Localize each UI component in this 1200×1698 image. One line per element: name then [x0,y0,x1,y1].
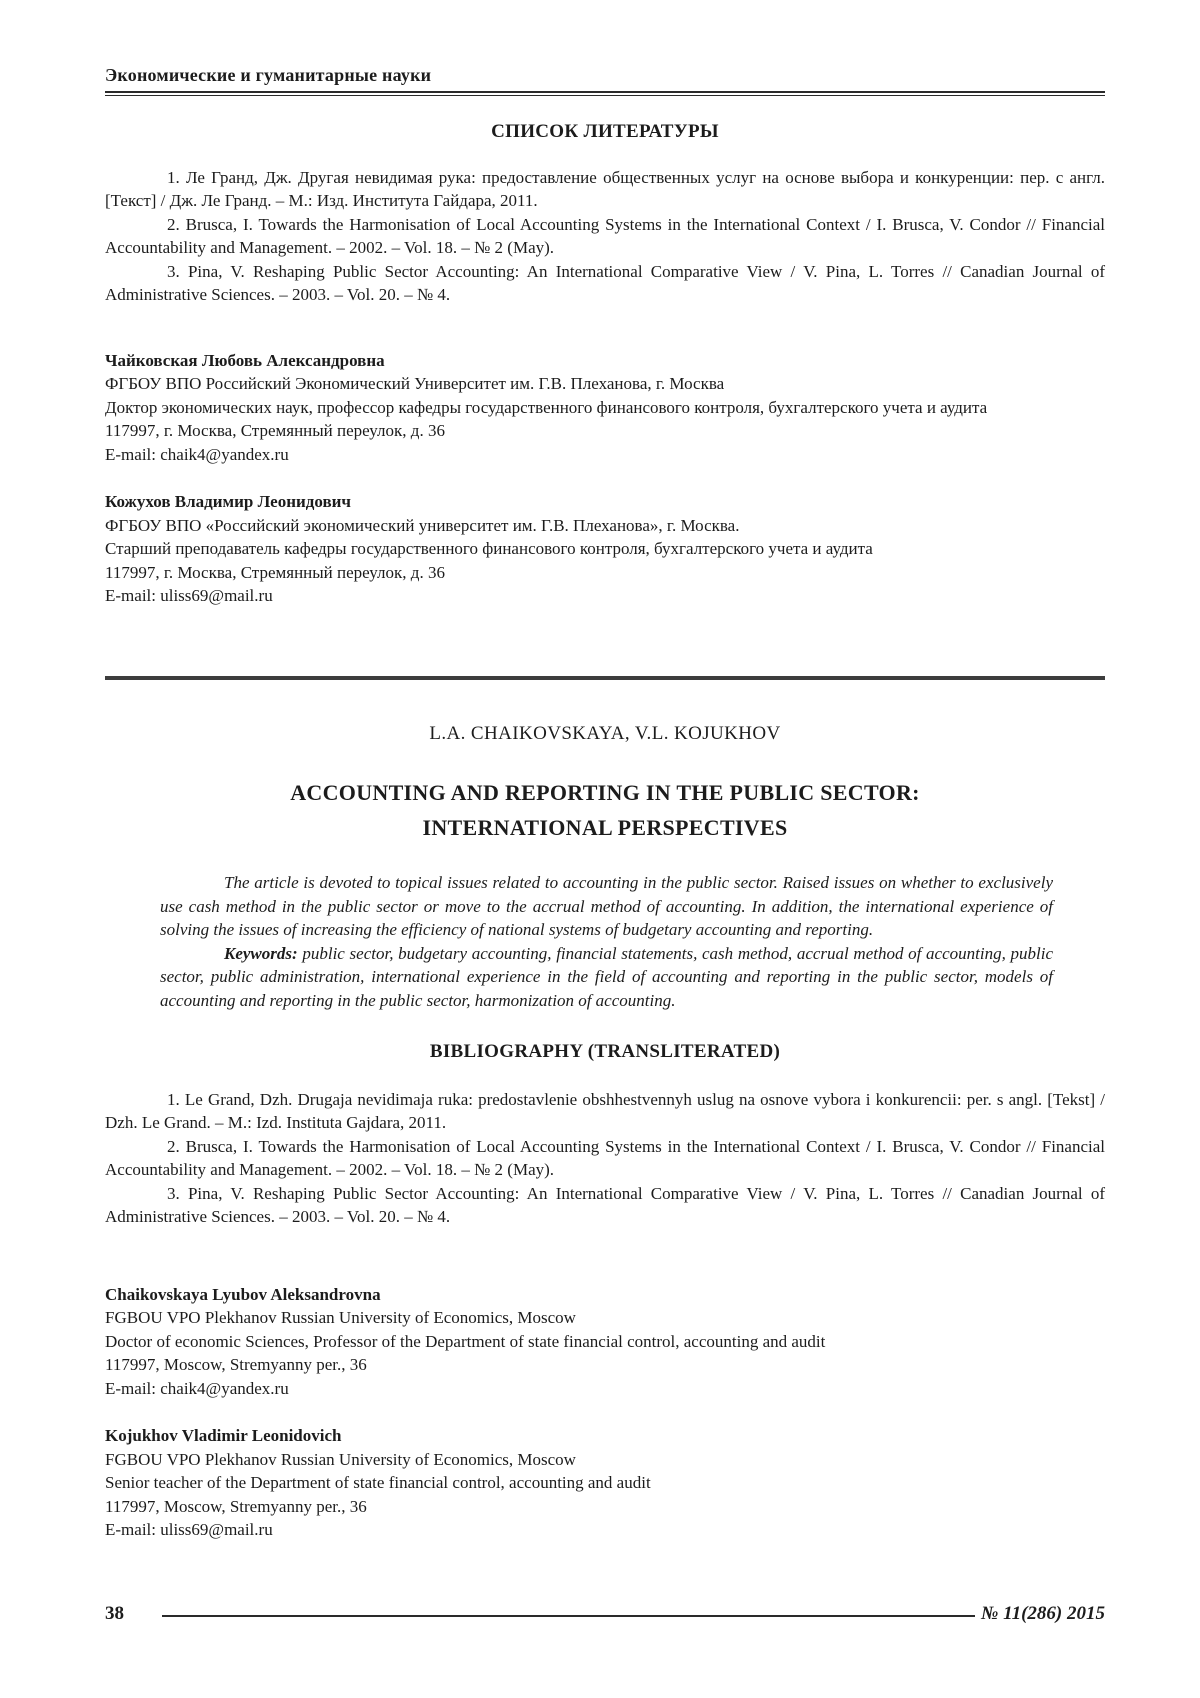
author-name: Chaikovskaya Lyubov Aleksandrovna [105,1284,381,1304]
reference-item: 2. Brusca, I. Towards the Harmonisation of Local Accounting Systems in the International Context / I. Brusca, V. Condor // Financial Accountability and Management. – 2002. – Vol. 18. – № 2 (May). [105,214,1105,257]
page-header [105,64,1105,96]
footer-rule [162,1615,975,1617]
author-email: E-mail: uliss69@mail.ru [105,1520,273,1539]
author-email: E-mail: chaik4@yandex.ru [105,444,289,464]
keywords-paragraph [160,942,1053,1013]
author-name: Чайковская Любовь Александровна [105,350,385,370]
section-divider-rule [105,676,1105,680]
author-email: E-mail: chaik4@yandex.ru [105,1378,289,1398]
author-position: Senior teacher of the Department of state financial control, accounting and audit [105,1473,651,1492]
author-position: Доктор экономических наук, профессор кафедры государственного финансового контроля, бухгалтерского учета и аудита [105,397,988,417]
article-authors-line: L.A. CHAIKOVSKAYA, V.L. KOJUKHOV [429,722,781,744]
page-number: 38 [105,1603,124,1624]
reference-item: 2. Brusca, I. Towards the Harmonisation of Local Accounting Systems in the International Context / I. Brusca, V. Condor // Financial Accountability and Management. – 2002. – Vol. 18. – № 2 (May). [105,1136,1105,1179]
bibliography-en-heading: BIBLIOGRAPHY (TRANSLITERATED) [429,1041,781,1062]
author-affiliation: ФГБОУ ВПО Российский Экономический Университет им. Г.В. Плеханова, г. Москва [105,374,725,393]
article-title [105,775,1105,845]
author-address: 117997, Moscow, Stremyanny per., 36 [105,1496,367,1516]
reference-item: 3. Pina, V. Reshaping Public Sector Accounting: An International Comparative View / V. Pina, L. Torres // Canadian Journal of Administrative Sciences. – 2003. – Vol. 20. – № 4. [105,1183,1105,1226]
abstract-text: The article is devoted to topical issues related to accounting in the public sector. Raised issues on whether to exclusively use cash method in the public sector or move to the accrual method of accounting. In addition, the international experience of solving the issues of increasing the efficiency of national systems of budgetary accounting and reporting. [160,873,1053,939]
reference-item: 3. Pina, V. Reshaping Public Sector Accounting: An International Comparative View / V. Pina, L. Torres // Canadian Journal of Administrative Sciences. – 2003. – Vol. 20. – № 4. [105,261,1105,304]
article-title-line1: ACCOUNTING AND REPORTING IN THE PUBLIC SECTOR: [290,780,920,805]
author-block-ru-chaikovskaya [105,349,1105,467]
bibliography-ru-list [105,166,1105,307]
article-title-line2: INTERNATIONAL PERSPECTIVES [422,815,788,840]
reference-item: 1. Le Grand, Dzh. Drugaja nevidimaja ruka: predostavlenie obshhestvennyh uslug na osnove vybora i konkurencii: per. s angl. [Tekst] / Dzh. Le Grand. – M.: Izd. Instituta Gajdara, 2011. [105,1089,1105,1132]
header-double-rule [105,91,1105,96]
author-affiliation: ФГБОУ ВПО «Российский экономический университет им. Г.В. Плеханова», г. Москва. [105,515,740,535]
abstract-block [160,871,1053,1012]
issue-label: № 11(286) 2015 [981,1603,1105,1624]
author-affiliation: FGBOU VPO Plekhanov Russian University of Economics, Moscow [105,1449,576,1469]
keywords-label: Keywords: [224,943,298,963]
author-position: Doctor of economic Sciences, Professor of the Department of state financial control, accounting and audit [105,1331,826,1351]
author-block-en-kojukhov [105,1424,1105,1542]
author-email: E-mail: uliss69@mail.ru [105,586,273,605]
keywords-text: public sector, budgetary accounting, financial statements, cash method, accrual method of accounting, public sector, public administration, international experience in the field of accounting and reporting in the public sector, models of accounting and reporting in the public sector, harmonization of accounting. [160,943,1054,1010]
bibliography-en-list [105,1088,1105,1229]
author-block-en-chaikovskaya [105,1283,1105,1401]
page-footer [105,1602,1105,1626]
author-name: Кожухов Владимир Леонидович [105,492,352,511]
author-name: Kojukhov Vladimir Leonidovich [105,1426,342,1445]
author-address: 117997, Moscow, Stremyanny per., 36 [105,1355,367,1374]
reference-item: 1. Ле Гранд, Дж. Другая невидимая рука: предоставление общественных услуг на основе выбора и конкуренции: пер. с англ. [Текст] / Дж. Ле Гранд. – М.: Изд. Института Гайдара, 2011. [105,167,1105,210]
journal-title: Экономические и гуманитарные науки [105,65,432,85]
bibliography-ru-heading: СПИСОК ЛИТЕРАТУРЫ [491,121,719,142]
author-position: Старший преподаватель кафедры государственного финансового контроля, бухгалтерского учета и аудита [105,539,873,558]
author-address: 117997, г. Москва, Стремянный переулок, д. 36 [105,421,445,440]
author-affiliation: FGBOU VPO Plekhanov Russian University of Economics, Moscow [105,1308,576,1327]
author-address: 117997, г. Москва, Стремянный переулок, д. 36 [105,562,445,582]
author-block-ru-kojukhov [105,490,1105,608]
